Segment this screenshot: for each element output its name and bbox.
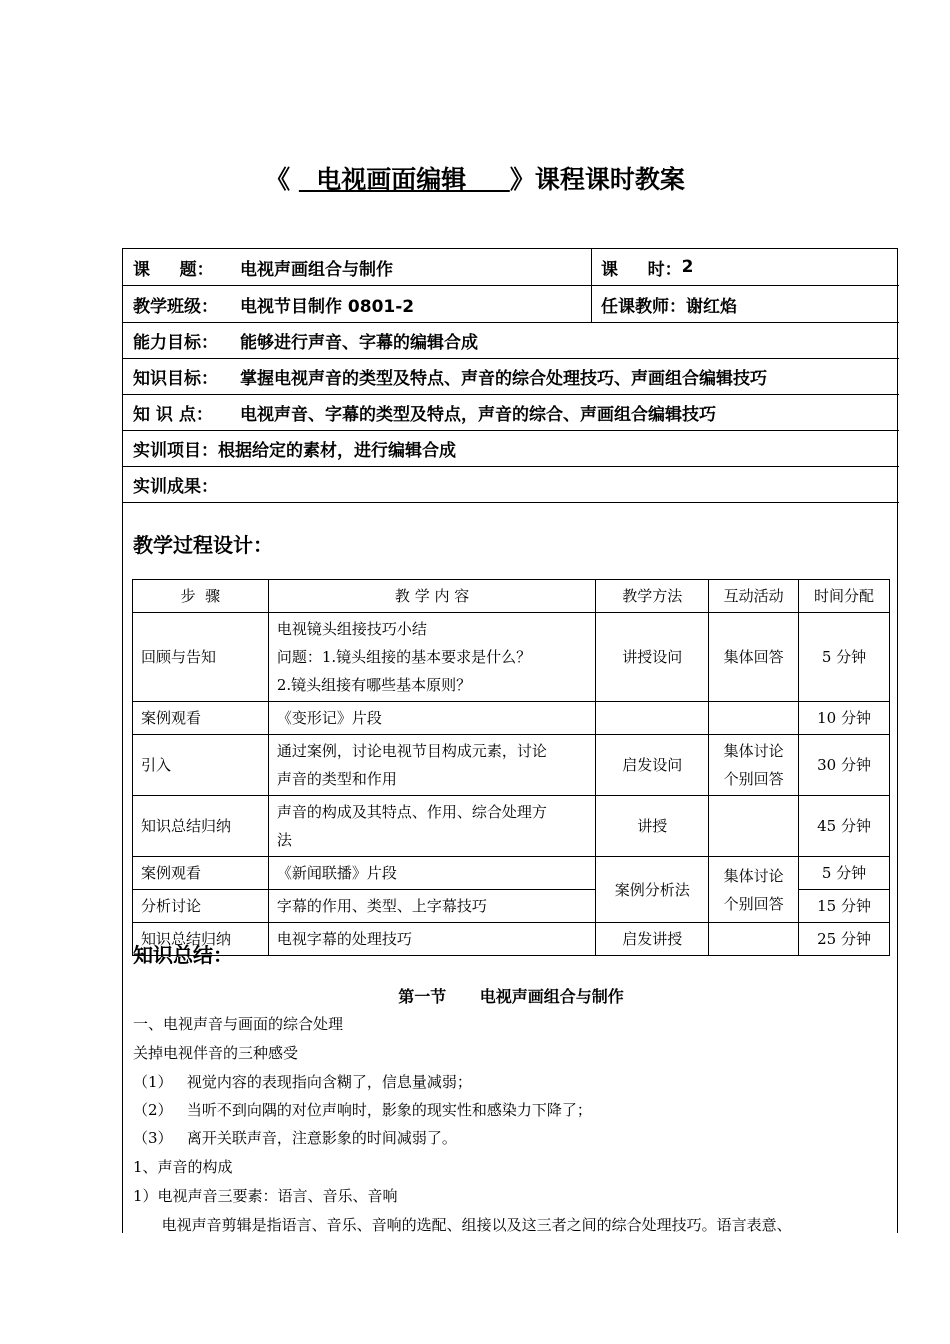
hours-label: 课 时： — [601, 259, 682, 280]
result-label: 实训成果： — [133, 477, 218, 497]
step-cell: 引入 — [133, 735, 269, 796]
content-cell: 《变形记》片段 — [268, 702, 595, 735]
knowledge-points-row — [123, 395, 899, 431]
project-label: 实训项目： — [133, 441, 218, 461]
method-cell: 讲授 — [596, 796, 709, 857]
ability-row — [123, 323, 899, 359]
topic-row — [123, 249, 899, 286]
header-content: 教 学 内 容 — [268, 580, 595, 613]
activity-cell: 集体讨论 个别回答 — [709, 857, 799, 923]
class-value: 电视节目制作 0801-2 — [240, 296, 415, 317]
body-line: 1、声音的构成 — [133, 1158, 233, 1176]
body-line: （3） 离开关联声音，注意影象的时间减弱了。 — [133, 1129, 457, 1147]
points-value: 电视声音、字幕的类型及特点，声音的综合、声画组合编辑技巧 — [240, 405, 716, 425]
body-line: 一、电视声音与画面的综合处理 — [133, 1015, 344, 1033]
step-cell: 知识总结归纳 — [133, 796, 269, 857]
teacher-value: 谢红焰 — [686, 296, 737, 317]
method-cell — [596, 702, 709, 735]
teacher-label: 任课教师： — [601, 296, 686, 317]
content-cell: 通过案例，讨论电视节目构成元素，讨论 声音的类型和作用 — [268, 735, 595, 796]
summary-heading: 知识总结： — [133, 943, 233, 967]
step-cell: 知识总结归纳 — [133, 923, 269, 956]
topic-value: 电视声画组合与制作 — [240, 259, 393, 280]
activity-cell: 集体讨论 个别回答 — [709, 735, 799, 796]
table-row — [133, 702, 890, 735]
content-cell: 《新闻联播》片段 — [268, 857, 595, 890]
content-cell: 电视镜头组接技巧小结 问题：1.镜头组接的基本要求是什么？ 2.镜头组接有哪些基本原则？ — [268, 613, 595, 702]
method-cell: 讲授设问 — [596, 613, 709, 702]
time-cell: 30 分钟 — [799, 735, 890, 796]
ability-value: 能够进行声音、字幕的编辑合成 — [240, 333, 478, 353]
method-cell: 启发设问 — [596, 735, 709, 796]
body-line: 关掉电视伴音的三种感受 — [133, 1044, 299, 1062]
process-table — [132, 579, 890, 956]
ability-label: 能力目标： — [133, 333, 218, 353]
knowledge-goal-row — [123, 359, 899, 395]
time-cell: 25 分钟 — [799, 923, 890, 956]
table-row — [133, 735, 890, 796]
topic-label: 课 题： — [133, 259, 214, 280]
table-row — [133, 613, 890, 702]
header-time: 时间分配 — [799, 580, 890, 613]
content-cell: 字幕的作用、类型、上字幕技巧 — [268, 890, 595, 923]
knowledge-goal-value: 掌握电视声音的类型及特点、声音的综合处理技巧、声画组合编辑技巧 — [240, 369, 767, 389]
method-cell: 案例分析法 — [596, 857, 709, 923]
body-line: （2） 当听不到向隅的对位声响时，影象的现实性和感染力下降了； — [133, 1101, 592, 1119]
header-step: 步 骤 — [133, 580, 269, 613]
page-title: 《 电视画面编辑 》课程课时教案 — [265, 165, 685, 194]
project-row — [123, 431, 899, 467]
points-label: 知 识 点： — [133, 405, 213, 425]
process-heading: 教学过程设计： — [133, 533, 273, 557]
body-line: 1）电视声音三要素：语言、音乐、音响 — [133, 1187, 398, 1205]
header-method: 教学方法 — [596, 580, 709, 613]
activity-cell — [709, 923, 799, 956]
step-cell: 分析讨论 — [133, 890, 269, 923]
table-row — [133, 796, 890, 857]
time-cell: 5 分钟 — [799, 857, 890, 890]
project-value: 根据给定的素材，进行编辑合成 — [218, 441, 456, 461]
hours-value: 2 — [681, 257, 694, 277]
section-title: 第一节 电视声画组合与制作 — [398, 987, 624, 1006]
content-cell: 声音的构成及其特点、作用、综合处理方 法 — [268, 796, 595, 857]
class-label: 教学班级： — [133, 296, 218, 317]
class-row — [123, 286, 899, 323]
time-cell: 15 分钟 — [799, 890, 890, 923]
body-line: （1） 视觉内容的表现指向含糊了，信息量减弱； — [133, 1073, 472, 1091]
result-row — [123, 467, 899, 503]
time-cell: 10 分钟 — [799, 702, 890, 735]
process-header-row — [133, 580, 890, 613]
activity-cell — [709, 702, 799, 735]
step-cell: 案例观看 — [133, 702, 269, 735]
activity-cell: 集体回答 — [709, 613, 799, 702]
method-cell: 启发讲授 — [596, 923, 709, 956]
table-row — [133, 857, 890, 890]
activity-cell — [709, 796, 799, 857]
step-cell: 案例观看 — [133, 857, 269, 890]
body-line: 电视声音剪辑是指语言、音乐、音响的选配、组接以及这三者之间的综合处理技巧。语言表意、 — [133, 1216, 792, 1234]
knowledge-goal-label: 知识目标： — [133, 369, 218, 389]
step-cell: 回顾与告知 — [133, 613, 269, 702]
lesson-plan-frame — [122, 248, 898, 1233]
header-activity: 互动活动 — [709, 580, 799, 613]
time-cell: 5 分钟 — [799, 613, 890, 702]
table-row — [133, 923, 890, 956]
time-cell: 45 分钟 — [799, 796, 890, 857]
content-cell: 电视字幕的处理技巧 — [268, 923, 595, 956]
